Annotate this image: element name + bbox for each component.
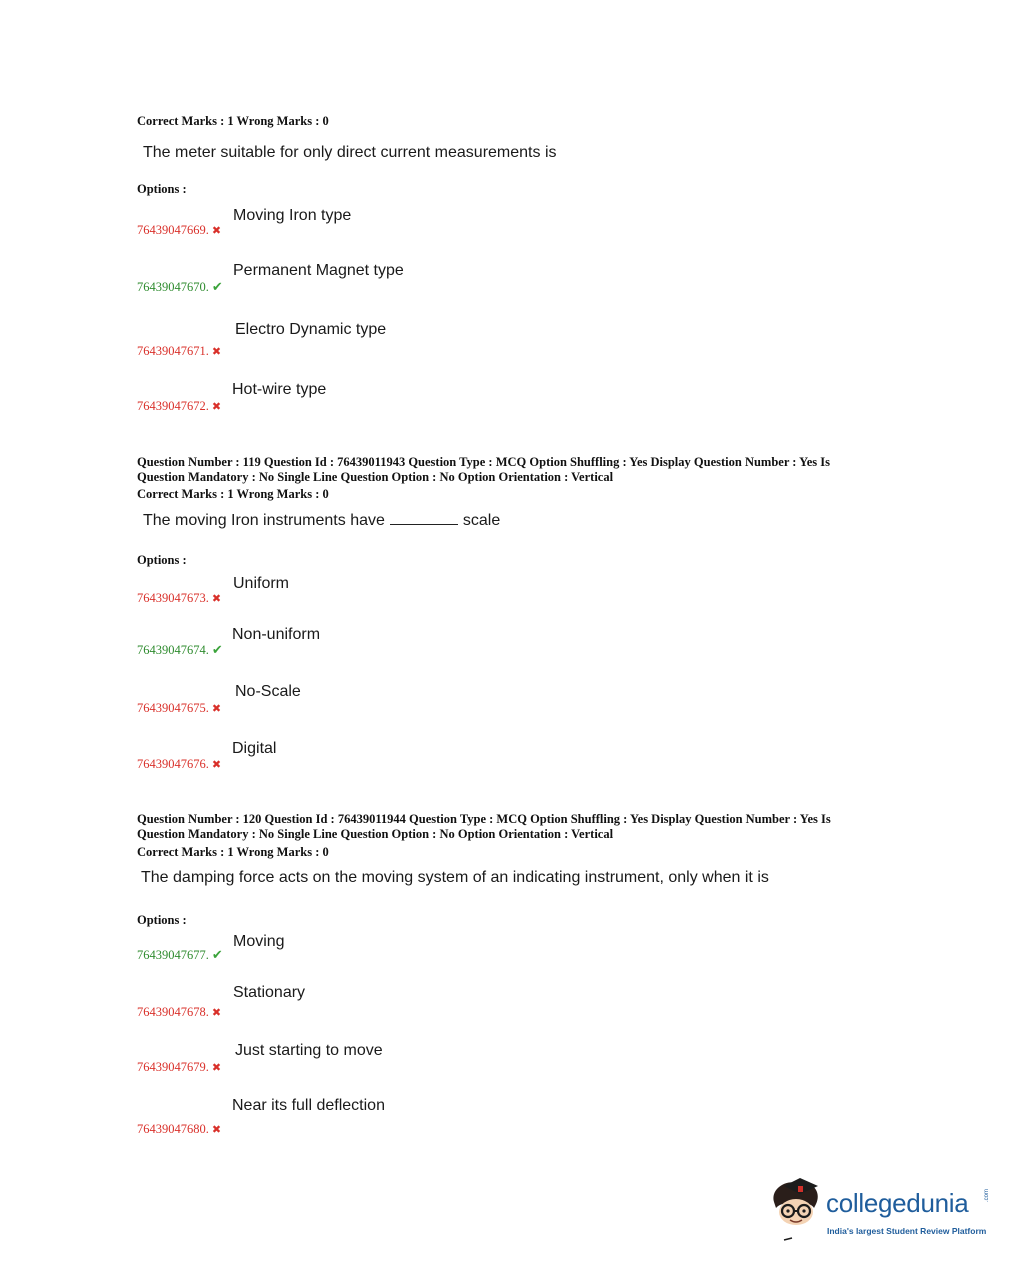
question-header: Question Number : 119 Question Id : 76439011943 Question Type : MCQ Option Shuffling : Yes Display Question Number : Yes Is Question Mandatory : No Single Line Question Option : No Option Orientation : Vertical	[137, 455, 831, 484]
cross-icon: ✖	[211, 703, 222, 715]
option-text: Permanent Magnet type	[233, 262, 404, 279]
logo-tagline: India's largest Student Review Platform	[827, 1226, 987, 1236]
option-id: 76439047680. ✖	[137, 1122, 222, 1136]
option-id: 76439047674. ✔	[137, 642, 223, 657]
cross-icon: ✖	[211, 401, 222, 413]
question-text	[143, 512, 500, 530]
option-id: 76439047673. ✖	[137, 591, 222, 605]
marks-line: Correct Marks : 1 Wrong Marks : 0	[137, 114, 329, 128]
options-label: Options :	[137, 913, 187, 927]
option-id: 76439047677. ✔	[137, 947, 223, 962]
cross-icon: ✖	[211, 225, 222, 237]
option-id: 76439047678. ✖	[137, 1005, 222, 1019]
option-id: 76439047672. ✖	[137, 399, 222, 413]
question-text-end: scale	[462, 512, 501, 529]
option-text: Non-uniform	[232, 626, 321, 643]
option-id: 76439047676. ✖	[137, 757, 222, 771]
option-text: Moving	[233, 933, 285, 950]
question-text: The damping force acts on the moving system of an indicating instrument, only when it is	[141, 869, 769, 886]
option-text: Electro Dynamic type	[235, 321, 387, 338]
option-text: Just starting to move	[235, 1042, 383, 1059]
option-id: 76439047670. ✔	[137, 279, 223, 294]
cross-icon: ✖	[211, 593, 222, 605]
option-id: 76439047675. ✖	[137, 701, 222, 715]
marks-line: Correct Marks : 1 Wrong Marks : 0	[137, 487, 329, 501]
option-text: Stationary	[233, 984, 306, 1001]
marks-line: Correct Marks : 1 Wrong Marks : 0	[137, 845, 329, 859]
student-mascot-icon	[766, 1176, 826, 1246]
option-text: Digital	[232, 740, 277, 757]
options-label: Options :	[137, 182, 187, 196]
cross-icon: ✖	[211, 1124, 222, 1136]
answer-blank	[390, 512, 458, 525]
option-id: 76439047669. ✖	[137, 223, 222, 237]
logo-wordmark: collegedunia	[826, 1188, 969, 1218]
option-id: 76439047671. ✖	[137, 344, 222, 358]
options-label: Options :	[137, 553, 187, 567]
option-text: Hot-wire type	[232, 381, 327, 398]
cross-icon: ✖	[211, 1007, 222, 1019]
collegedunia-logo	[766, 1176, 996, 1246]
option-text: Near its full deflection	[232, 1097, 385, 1114]
cross-icon: ✖	[211, 346, 222, 358]
option-text: Uniform	[233, 575, 290, 592]
option-id: 76439047679. ✖	[137, 1060, 222, 1074]
question-header: Question Number : 120 Question Id : 76439011944 Question Type : MCQ Option Shuffling : Yes Display Question Number : Yes Is Question Mandatory : No Single Line Question Option : No Option Orientation : Vertical	[137, 812, 831, 841]
option-text: No-Scale	[235, 683, 301, 700]
cross-icon: ✖	[211, 759, 222, 771]
question-text: The meter suitable for only direct current measurements is	[143, 144, 557, 161]
logo-domain-suffix: .com	[984, 1188, 990, 1202]
cross-icon: ✖	[211, 1062, 222, 1074]
question-text-start: The moving Iron instruments have	[143, 512, 385, 529]
check-icon: ✔	[211, 947, 223, 962]
option-text: Moving Iron type	[233, 207, 352, 224]
check-icon: ✔	[211, 279, 223, 294]
check-icon: ✔	[211, 642, 223, 657]
